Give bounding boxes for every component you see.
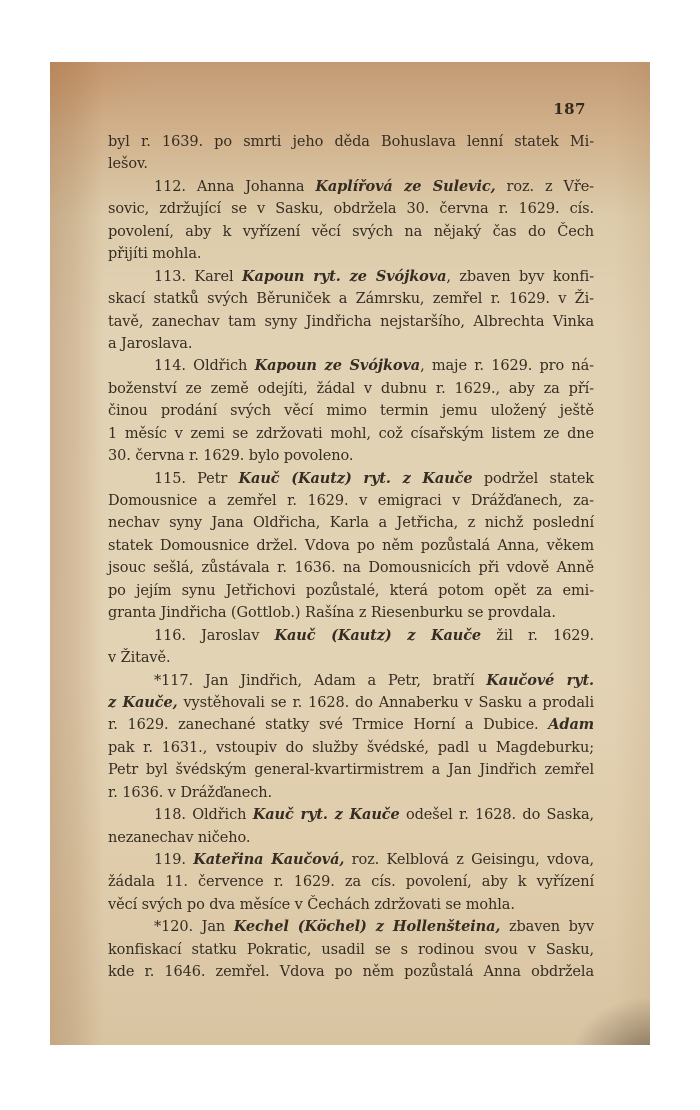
text-line: *120. Jan Kechel (Köchel) z Hollenšteina, zbaven byv bbox=[154, 918, 594, 936]
text-line: *117. Jan Jindřich, Adam a Petr, bratří Kaučové ryt. bbox=[154, 671, 595, 689]
text-line: Domousnice a zemřel r. 1629. v emigraci v Drážďanech, za- bbox=[108, 493, 594, 509]
text-line: pak r. 1631., vstoupiv do služby švédské, padl u Magdeburku; bbox=[108, 739, 594, 756]
text-line: 30. června r. 1629. bylo povoleno. bbox=[108, 448, 354, 465]
text-line: nechav syny Jana Oldřicha, Karla a Jetřicha, z nichž poslední bbox=[108, 515, 594, 532]
text-line: 112. Anna Johanna Kaplířová ze Sulevic, roz. z Vře- bbox=[154, 177, 594, 195]
text-line: r. 1629. zanechané statky své Trmice Horní a Dubice. Adam bbox=[108, 716, 594, 734]
text-line: 119. Kateřina Kaučová, roz. Kelblová z Geisingu, vdova, bbox=[154, 851, 594, 868]
text-line: po jejím synu Jetřichovi pozůstalé, která potom opět za emi- bbox=[108, 582, 594, 599]
text-line: a Jaroslava. bbox=[108, 335, 193, 352]
text-line: 115. Petr Kauč (Kautz) ryt. z Kauče podržel statek bbox=[154, 469, 594, 487]
text-line: skací statků svých Běruniček a Zámrsku, zemřel r. 1629. v Ži- bbox=[108, 291, 594, 308]
text-line: 118. Oldřich Kauč ryt. z Kauče odešel r. 1628. do Saska, bbox=[154, 806, 595, 824]
text-line: sovic, zdržující se v Sasku, obdržela 30. června r. 1629. cís. bbox=[108, 201, 594, 218]
text-line: 116. Jaroslav Kauč (Kautz) z Kauče žil r. 1629. bbox=[154, 626, 594, 644]
text-line: činou prodání svých věcí mimo termin jemu uložený ještě bbox=[108, 403, 594, 420]
text-line: lešov. bbox=[108, 156, 148, 173]
text-line: žádala 11. července r. 1629. za cís. povolení, aby k vyřízení bbox=[108, 874, 594, 891]
scanned-book-page bbox=[50, 62, 650, 1045]
text-line: byl r. 1639. po smrti jeho děda Bohuslava lenní statek Mi- bbox=[108, 134, 594, 150]
text-line: granta Jindřicha (Gottlob.) Rašína z Riesenburku se provdala. bbox=[108, 605, 556, 622]
text-line: jsouc sešlá, zůstávala r. 1636. na Domousnicích při vdově Anně bbox=[108, 560, 594, 577]
text-line: boženství ze země odejíti, žádal v dubnu r. 1629., aby za pří- bbox=[108, 380, 594, 397]
text-line: z Kauče, vystěhovali se r. 1628. do Annaberku v Sasku a prodali bbox=[108, 693, 595, 711]
text-line: 1 měsíc v zemi se zdržovati mohl, což císařským listem ze dne bbox=[108, 425, 594, 442]
text-line: r. 1636. v Drážďanech. bbox=[108, 784, 273, 801]
text-line: statek Domousnice držel. Vdova po něm pozůstalá Anna, věkem bbox=[108, 537, 594, 554]
text-line: věcí svých po dva měsíce v Čechách zdržovati se mohla. bbox=[108, 896, 515, 913]
text-line: v Žitavě. bbox=[108, 650, 171, 667]
text-line: 113. Karel Kapoun ryt. ze Svójkova, zbaven byv konfi- bbox=[154, 267, 594, 285]
text-block bbox=[108, 131, 594, 984]
page-number: 187 bbox=[553, 100, 586, 118]
text-line: nezanechav ničeho. bbox=[108, 829, 251, 846]
text-line: 114. Oldřich Kapoun ze Svójkova, maje r. 1629. pro ná- bbox=[154, 357, 594, 375]
text-line: přijíti mohla. bbox=[108, 246, 202, 263]
text-line: tavě, zanechav tam syny Jindřicha nejstaršího, Albrechta Vinka bbox=[108, 313, 594, 330]
text-line: povolení, aby k vyřízení věcí svých na nějaký čas do Čech bbox=[108, 223, 594, 240]
text-line: konfiskací statku Pokratic, usadil se s rodinou svou v Sasku, bbox=[108, 941, 594, 958]
text-line: kde r. 1646. zemřel. Vdova po něm pozůstalá Anna obdržela bbox=[108, 964, 594, 981]
text-line: Petr byl švédským general-kvartirmistrem a Jan Jindřich zemřel bbox=[108, 762, 594, 779]
